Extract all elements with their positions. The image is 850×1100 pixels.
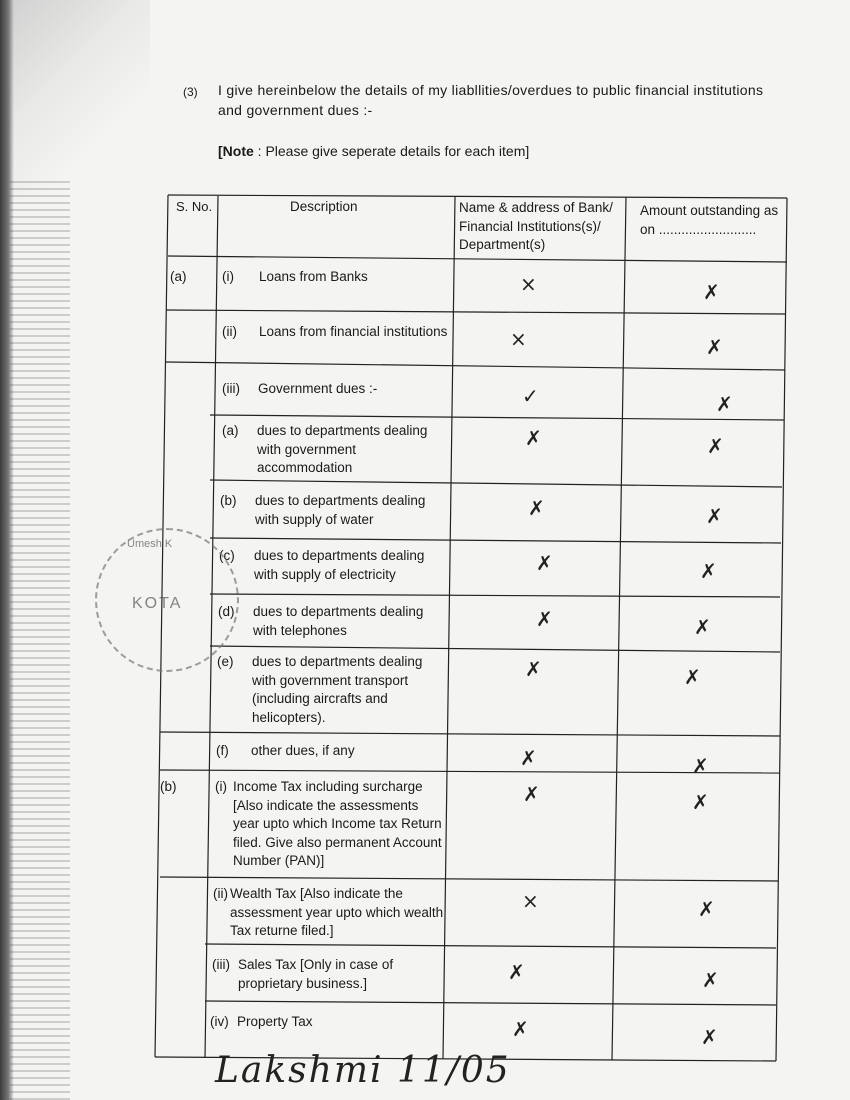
row-sub-index: (i) <box>222 269 234 284</box>
section-title: I give hereinbelow the details of my liabllities/overdues to public financial institutions and government dues :- <box>218 82 764 118</box>
row-amount-mark: ✗ <box>701 1025 718 1049</box>
header-amount: Amount outstanding as on .......................... <box>640 203 779 237</box>
row-sub-index: (c) <box>219 548 235 563</box>
row-sno: (a) <box>170 269 187 284</box>
note-prefix: [Note <box>218 143 254 159</box>
row-description: Loans from financial institutions <box>259 324 448 339</box>
row-sub-index: (e) <box>217 654 234 669</box>
row-description: Wealth Tax [Also indicate the assessment year upto which wealth Tax returne filed.] <box>230 886 444 938</box>
row-name-mark: ✗ <box>512 1017 529 1041</box>
row-name-mark: ✗ <box>528 496 545 520</box>
row-amount-mark: ✗ <box>694 615 711 639</box>
note-text: : Please give seperate details for each item] <box>253 143 530 159</box>
row-description: Government dues :- <box>258 381 378 396</box>
row-name-mark: ✗ <box>525 657 542 681</box>
row-sub-index: (d) <box>218 604 235 619</box>
row-name-mark: × <box>510 327 527 351</box>
row-sub-index: (a) <box>222 423 239 438</box>
stamp-line2: KOTA <box>132 595 183 612</box>
row-description: dues to departments dealing with government accommodation <box>257 423 428 475</box>
row-sub-index: (f) <box>216 743 229 758</box>
row-amount-mark: ✗ <box>700 559 717 583</box>
row-amount-mark: ✗ <box>692 754 709 778</box>
row-description: dues to departments dealing with supply of water <box>255 493 426 527</box>
row-sno: (b) <box>160 779 177 794</box>
row-description: Property Tax <box>237 1014 313 1029</box>
row-name-mark: ✗ <box>536 607 553 631</box>
row-description: Sales Tax [Only in case of proprietary business.] <box>238 957 394 991</box>
row-name-mark: ✓ <box>522 384 539 408</box>
stamp-line1: Umesh K <box>127 538 173 550</box>
row-sub-index: (iv) <box>210 1014 229 1029</box>
row-amount-mark: ✗ <box>703 280 720 304</box>
row-amount-mark: ✗ <box>706 335 723 359</box>
row-name-mark: × <box>522 889 539 913</box>
row-description: dues to departments dealing with government transport (including aircrafts and helicopters). <box>252 654 423 725</box>
row-description: other dues, if any <box>251 743 355 758</box>
row-amount-mark: ✗ <box>707 434 724 458</box>
row-amount-mark: ✗ <box>698 897 715 921</box>
row-sub-index: (ii) <box>222 324 237 339</box>
header-description: Description <box>290 199 358 214</box>
row-name-mark: ✗ <box>508 960 525 984</box>
row-description: Income Tax including surcharge [Also indicate the assessments year upto which Income tax Return filed. Give also permanent Account Number (PAN)] <box>233 779 442 868</box>
row-name-mark: ✗ <box>536 551 553 575</box>
row-sub-index: (iii) <box>222 381 240 396</box>
row-amount-mark: ✗ <box>684 665 701 689</box>
row-sub-index: (b) <box>220 493 237 508</box>
row-name-mark: × <box>520 272 537 296</box>
row-sub-index: (i) <box>215 779 227 794</box>
row-name-mark: ✗ <box>523 782 540 806</box>
row-description: dues to departments dealing with telephones <box>253 604 424 638</box>
row-description: dues to departments dealing with supply of electricity <box>254 548 425 582</box>
row-amount-mark: ✗ <box>716 392 733 416</box>
row-amount-mark: ✗ <box>706 504 723 528</box>
row-name-mark: ✗ <box>520 746 537 770</box>
row-description: Loans from Banks <box>259 269 368 284</box>
row-sub-index: (ii) <box>213 886 228 901</box>
rubber-stamp <box>95 528 239 672</box>
header-name-address: Name & address of Bank/ Financial Institutions(s)/ Department(s) <box>459 200 613 252</box>
row-amount-mark: ✗ <box>692 790 709 814</box>
header-sno: S. No. <box>176 199 213 214</box>
handwritten-signature: Lakshmi 11/05 <box>215 1050 511 1091</box>
row-amount-mark: ✗ <box>702 968 719 992</box>
row-sub-index: (iii) <box>212 957 230 972</box>
section-number: (3) <box>183 85 198 99</box>
row-name-mark: ✗ <box>525 426 542 450</box>
